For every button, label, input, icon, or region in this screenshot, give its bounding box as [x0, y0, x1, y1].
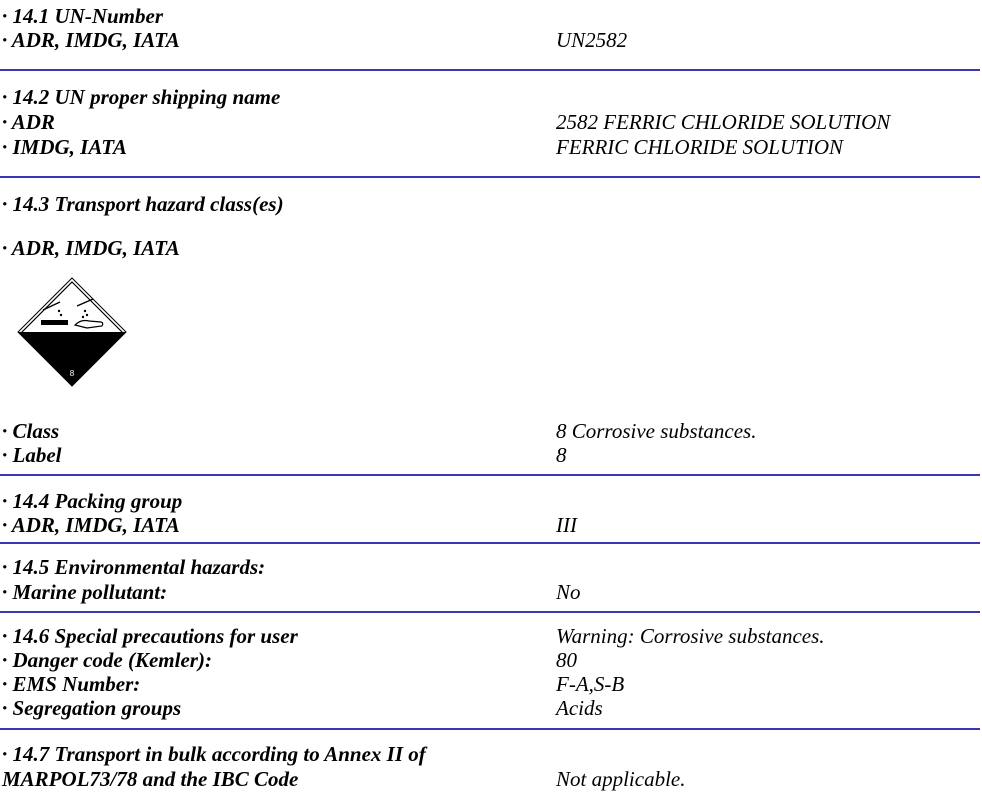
section-divider — [0, 542, 980, 544]
danger-code-label: · Danger code (Kemler): — [2, 648, 212, 672]
section-divider — [0, 69, 980, 71]
danger-code-value: 80 — [556, 648, 577, 672]
label-label: · Label — [2, 443, 62, 467]
bulk-transport-row — [0, 766, 980, 792]
special-precautions-row — [0, 623, 980, 649]
shipping-name-imdg-row — [0, 134, 980, 160]
special-precautions-value: Warning: Corrosive substances. — [556, 624, 825, 648]
packing-group-row — [0, 512, 980, 538]
marine-pollutant-row — [0, 579, 980, 605]
section-divider — [0, 176, 980, 178]
danger-code-row — [0, 647, 980, 673]
section-14-2-heading-row — [0, 84, 980, 110]
segregation-groups-row — [0, 695, 980, 721]
marine-pollutant-value: No — [556, 580, 581, 604]
ems-number-label: · EMS Number: — [2, 672, 141, 696]
section-14-2-heading: · 14.2 UN proper shipping name — [2, 85, 281, 109]
section-14-3-heading-row — [0, 191, 980, 217]
un-number-label: · ADR, IMDG, IATA — [2, 28, 180, 52]
shipping-name-adr-row — [0, 109, 980, 135]
section-14-4-heading-row — [0, 488, 980, 514]
section-14-1-heading: · 14.1 UN-Number — [2, 4, 163, 28]
bulk-transport-value: Not applicable. — [556, 767, 686, 791]
segregation-groups-label: · Segregation groups — [2, 696, 182, 720]
section-14-5-heading: · 14.5 Environmental hazards: — [2, 555, 266, 579]
packing-group-value: III — [556, 513, 577, 537]
section-14-4-heading: · 14.4 Packing group — [2, 489, 183, 513]
section-divider — [0, 611, 980, 613]
corrosive-class-8-placard-icon — [17, 277, 127, 387]
section-divider — [0, 474, 980, 476]
section-14-7-heading-row — [0, 741, 980, 767]
placard-class-number: 8 — [69, 369, 75, 378]
ems-number-row — [0, 671, 980, 697]
special-precautions-label: · 14.6 Special precautions for user — [2, 624, 298, 648]
un-number-row — [0, 27, 980, 53]
class-label: · Class — [2, 419, 60, 443]
class-value: 8 Corrosive substances. — [556, 419, 757, 443]
ems-number-value: F-A,S-B — [556, 672, 625, 696]
un-number-value: UN2582 — [556, 28, 628, 52]
section-14-1-heading-row — [0, 3, 980, 29]
label-value: 8 — [556, 443, 567, 467]
shipping-name-imdg-label: · IMDG, IATA — [2, 135, 127, 159]
shipping-name-adr-value: 2582 FERRIC CHLORIDE SOLUTION — [556, 110, 891, 134]
marine-pollutant-label: · Marine pollutant: — [2, 580, 168, 604]
section-divider — [0, 728, 980, 730]
bulk-transport-label: MARPOL73/78 and the IBC Code — [2, 767, 299, 791]
hazard-class-subheading-row — [0, 235, 980, 261]
shipping-name-adr-label: · ADR — [2, 110, 55, 134]
shipping-name-imdg-value: FERRIC CHLORIDE SOLUTION — [556, 135, 843, 159]
section-14-7-heading: · 14.7 Transport in bulk according to Annex II of — [2, 742, 426, 766]
packing-group-label: · ADR, IMDG, IATA — [2, 513, 180, 537]
label-row — [0, 442, 980, 468]
section-14-5-heading-row — [0, 554, 980, 580]
section-14-3-heading: · 14.3 Transport hazard class(es) — [2, 192, 284, 216]
class-row — [0, 418, 980, 444]
segregation-groups-value: Acids — [556, 696, 603, 720]
hazard-class-subheading: · ADR, IMDG, IATA — [2, 236, 180, 260]
